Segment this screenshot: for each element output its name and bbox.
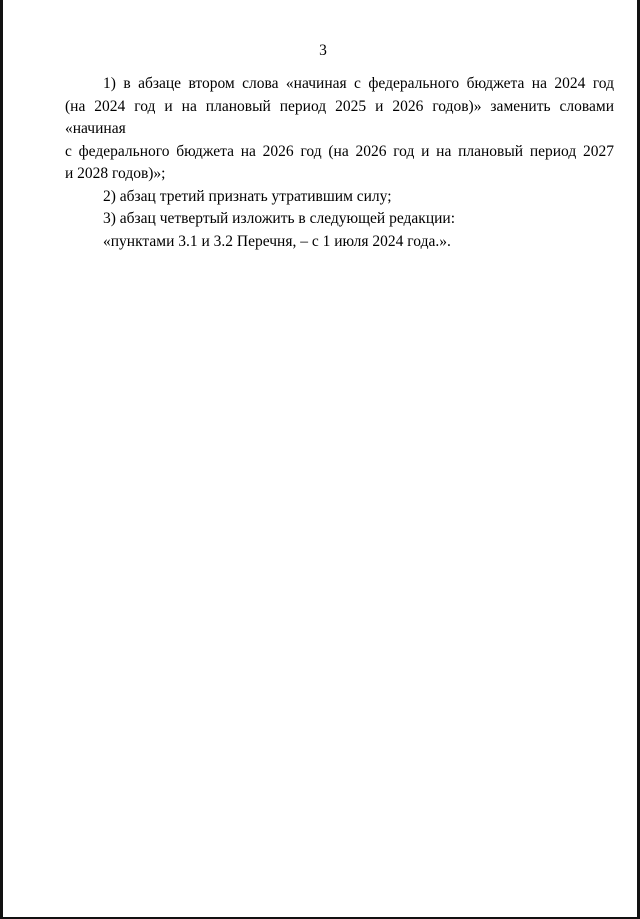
paragraph-4-line-1: «пунктами 3.1 и 3.2 Перечня, – с 1 июля 2024 года.».: [103, 232, 451, 250]
paragraph-2-line-1: 2) абзац третий признать утратившим силу;: [103, 187, 392, 205]
paragraph-1-line-1: 1) в абзаце втором слова «начиная с федерального бюджета на 2024 год: [103, 75, 614, 92]
page-number: 3: [319, 42, 327, 59]
paragraph-1-line-4: и 2028 годов)»;: [65, 165, 166, 182]
document-body: [65, 73, 614, 253]
paragraph-1: [65, 73, 614, 186]
paragraph-1-line-3: с федерального бюджета на 2026 год (на 2026 год и на плановый период 2027: [65, 142, 614, 160]
paragraph-3-line-1: 3) абзац четвертый изложить в следующей редакции:: [103, 210, 456, 227]
paragraph-3: [65, 208, 614, 231]
paragraph-4: [65, 231, 614, 254]
paragraph-1-line-2: (на 2024 год и на плановый период 2025 и 2026 годов)» заменить словами «начиная: [65, 97, 614, 137]
paragraph-2: [65, 186, 614, 209]
